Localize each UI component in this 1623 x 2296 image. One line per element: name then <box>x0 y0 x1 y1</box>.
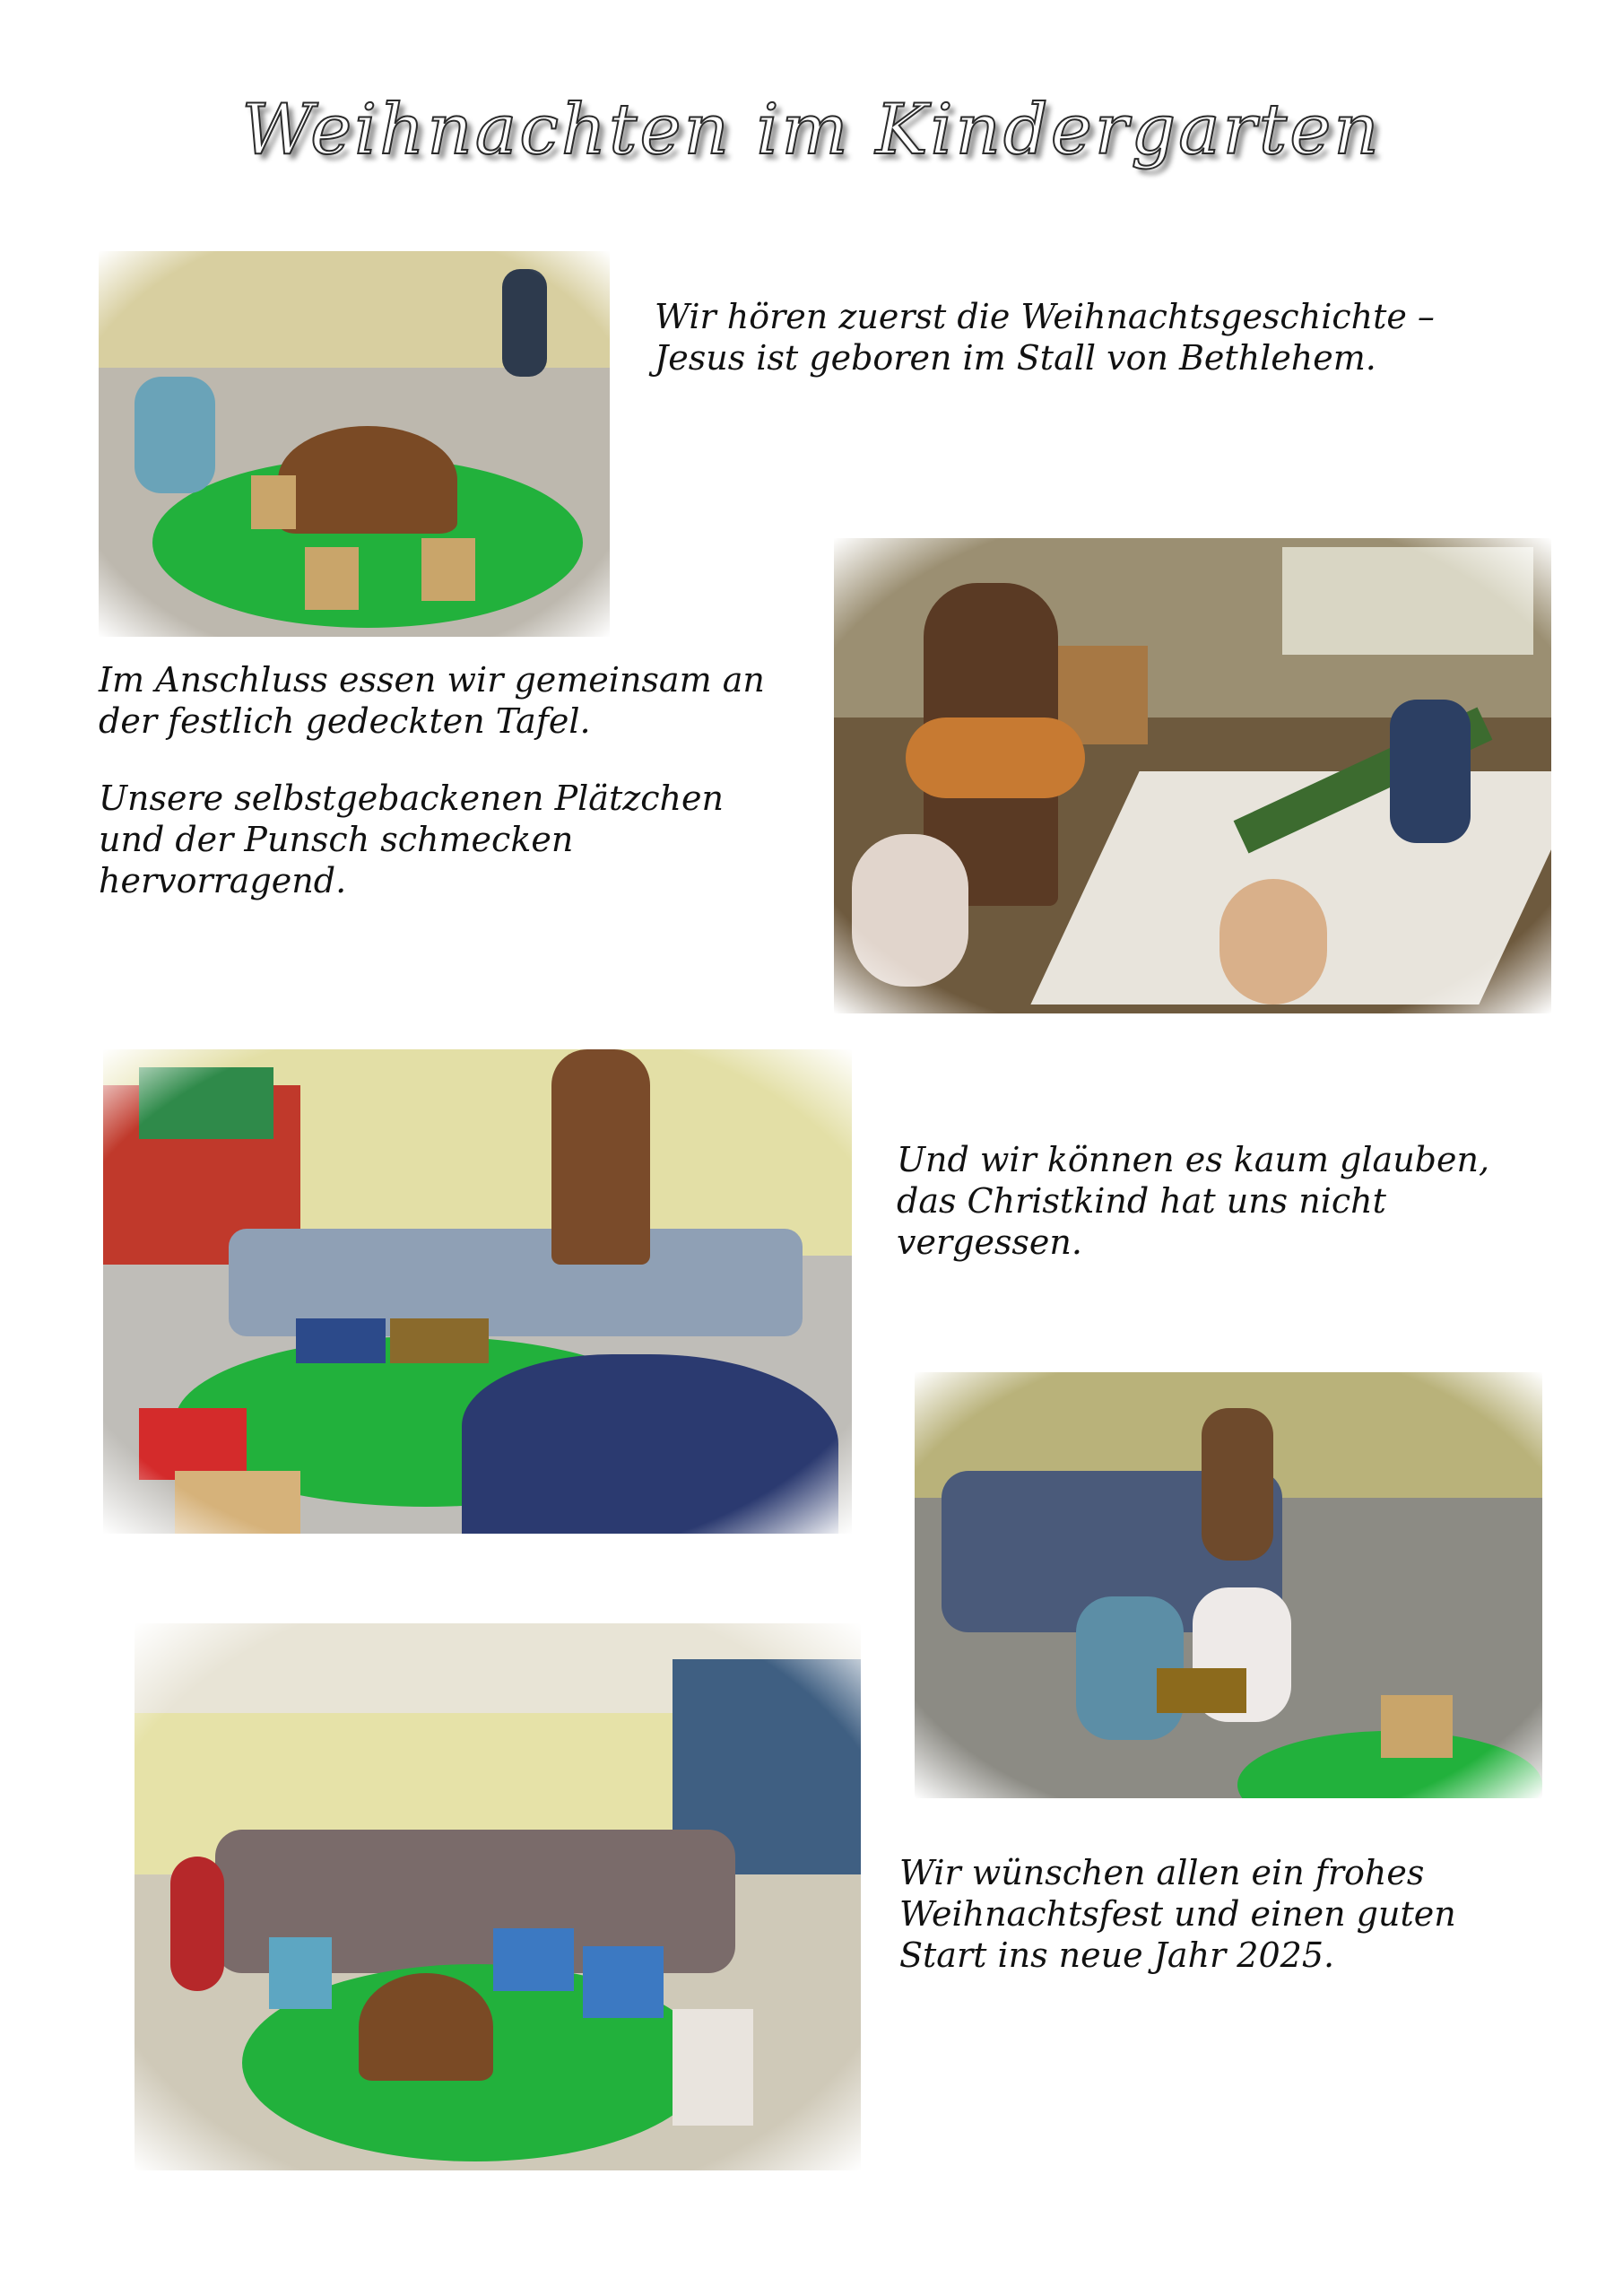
text-line: Und wir können es kaum glauben, <box>897 1140 1490 1179</box>
photo-group-presents <box>135 1623 861 2170</box>
text-story <box>655 296 1435 378</box>
text-line: das Christkind hat uns nicht <box>897 1181 1386 1221</box>
text-line: Start ins neue Jahr 2025. <box>899 1935 1335 1975</box>
text-line: Weihnachtsfest und einen guten <box>899 1894 1456 1934</box>
page-title: Weihnachten im Kindergarten <box>241 90 1382 170</box>
paragraph <box>99 778 765 901</box>
text-line: hervorragend. <box>99 861 347 900</box>
text-line: Wir wünschen allen ein frohes <box>899 1853 1425 1892</box>
text-line: der festlich gedeckten Tafel. <box>99 701 591 741</box>
photo-festive-table <box>834 538 1551 1013</box>
text-christkind <box>897 1139 1489 1263</box>
text-line: Jesus ist geboren im Stall von Bethlehem. <box>655 338 1376 378</box>
text-wishes <box>899 1852 1456 1976</box>
photo-unwrapping <box>915 1372 1542 1798</box>
text-line: und der Punsch schmecken <box>99 820 574 859</box>
text-line: Im Anschluss essen wir gemeinsam an <box>99 660 765 700</box>
text-line: Unsere selbstgebackenen Plätzchen <box>99 778 724 818</box>
photo-gifts-bench <box>103 1049 852 1534</box>
text-line: vergessen. <box>897 1222 1082 1262</box>
paragraph <box>99 659 765 742</box>
text-line: Wir hören zuerst die Weihnachtsgeschichte – <box>655 297 1435 336</box>
photo-nativity-setup <box>99 251 610 637</box>
text-meal <box>99 659 765 937</box>
